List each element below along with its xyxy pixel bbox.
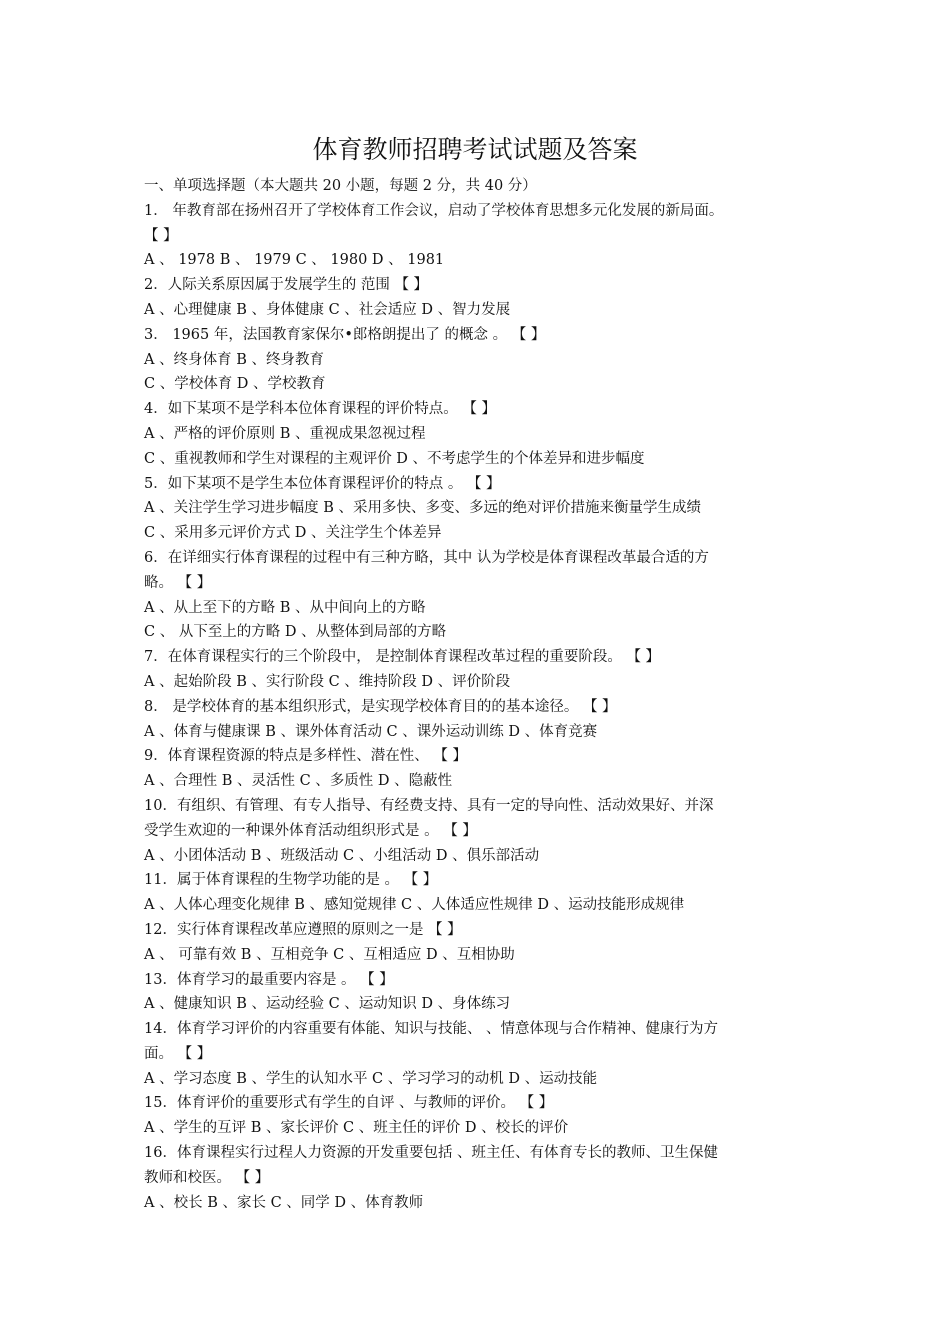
text-line: 2．人际关系原因属于发展学生的 范围 【 】	[144, 277, 429, 294]
text-line: A 、 1978 B 、 1979 C 、 1980 D 、 1981	[144, 252, 445, 269]
text-line: A 、从上至下的方略 B 、从中间向上的方略	[144, 599, 426, 616]
text-line: C 、采用多元评价方式 D 、关注学生个体差异	[144, 525, 442, 542]
text-line: A 、健康知识 B 、运动经验 C 、运动知识 D 、身体练习	[144, 996, 511, 1013]
text-line: 3． 1965 年，法国教育家保尔•郎格朗提出了 的概念 。 【 】	[144, 326, 546, 343]
text-line: A 、起始阶段 B 、实行阶段 C 、维持阶段 D 、评价阶段	[144, 673, 511, 690]
text-line: A 、 可靠有效 B 、互相竞争 C 、互相适应 D 、互相协助	[144, 946, 515, 963]
text-line: 略。 【 】	[144, 574, 212, 591]
text-line: C 、 从下至上的方略 D 、从整体到局部的方略	[144, 624, 447, 641]
text-line: 一、单项选择题（本大题共 20 小题，每题 2 分，共 40 分）	[144, 178, 537, 194]
text-line: A 、小团体活动 B 、班级活动 C 、小组活动 D 、俱乐部活动	[144, 847, 540, 864]
text-line: 受学生欢迎的一种课外体育活动组织形式是 。 【 】	[144, 822, 477, 839]
document-title: 体育教师招聘考试试题及答案	[312, 135, 638, 164]
text-line: A 、人体心理变化规律 B 、感知觉规律 C 、人体适应性规律 D 、运动技能形成规律	[144, 897, 685, 914]
text-line: A 、体育与健康课 B 、课外体育活动 C 、课外运动训练 D 、体育竞赛	[144, 723, 598, 740]
text-line: A 、学习态度 B 、学生的认知水平 C 、学习学习的动机 D 、运动技能	[144, 1070, 598, 1087]
text-line: A 、严格的评价原则 B 、重视成果忽视过程	[144, 425, 426, 442]
text-line: 面。 【 】	[144, 1045, 212, 1062]
text-line: 7．在体育课程实行的三个阶段中， 是控制体育课程改革过程的重要阶段。 【 】	[144, 649, 661, 666]
text-line: 4．如下某项不是学科本位体育课程的评价特点。 【 】	[144, 401, 496, 418]
text-line: 教师和校医。 【 】	[144, 1169, 270, 1186]
text-line: 13．体育学习的最重要内容是 。 【 】	[144, 971, 394, 988]
text-line: A 、关注学生学习进步幅度 B 、采用多快、多变、多远的绝对评价措施来衡量学生成绩	[144, 500, 701, 517]
text-line: 6．在详细实行体育课程的过程中有三种方略，其中 认为学校是体育课程改革最合适的方	[144, 549, 709, 566]
text-line: C 、学校体育 D 、学校教育	[144, 376, 326, 393]
text-line: A 、合理性 B 、灵活性 C 、多质性 D 、隐蔽性	[144, 773, 453, 790]
text-line: 1． 年教育部在扬州召开了学校体育工作会议，启动了学校体育思想多元化发展的新局面。	[144, 202, 724, 219]
text-line: 11．属于体育课程的生物学功能的是 。 【 】	[144, 872, 438, 889]
text-line: 14．体育学习评价的内容重要有体能、知识与技能、 、情意体现与合作精神、健康行为方	[144, 1021, 719, 1038]
text-line: 9．体育课程资源的特点是多样性、潜在性、 【 】	[144, 748, 467, 765]
text-line: C 、重视教师和学生对课程的主观评价 D 、不考虑学生的个体差异和进步幅度	[144, 450, 645, 467]
text-line: 16．体育课程实行过程人力资源的开发重要包括 、班主任、有体育专长的教师、卫生保健	[144, 1145, 719, 1162]
text-line: 5．如下某项不是学生本位体育课程评价的特点 。 【 】	[144, 475, 501, 492]
text-line: 10．有组织、有管理、有专人指导、有经费支持、具有一定的导向性、活动效果好、并深	[144, 797, 714, 814]
text-line: A 、终身体育 B 、终身教育	[144, 351, 324, 368]
text-line: 15．体育评价的重要形式有学生的自评 、与教师的评价。 【 】	[144, 1095, 554, 1112]
text-line: 12．实行体育课程改革应遵照的原则之一是 【 】	[144, 921, 462, 938]
text-line: 【 】	[144, 227, 178, 244]
text-line: A 、学生的互评 B 、家长评价 C 、班主任的评价 D 、校长的评价	[144, 1120, 569, 1137]
document-body	[144, 174, 824, 1215]
text-line: A 、校长 B 、家长 C 、同学 D 、体育教师	[144, 1194, 424, 1211]
text-line: A 、心理健康 B 、身体健康 C 、社会适应 D 、智力发展	[144, 301, 511, 318]
text-line: 8． 是学校体育的基本组织形式，是实现学校体育目的的基本途径。 【 】	[144, 698, 617, 715]
